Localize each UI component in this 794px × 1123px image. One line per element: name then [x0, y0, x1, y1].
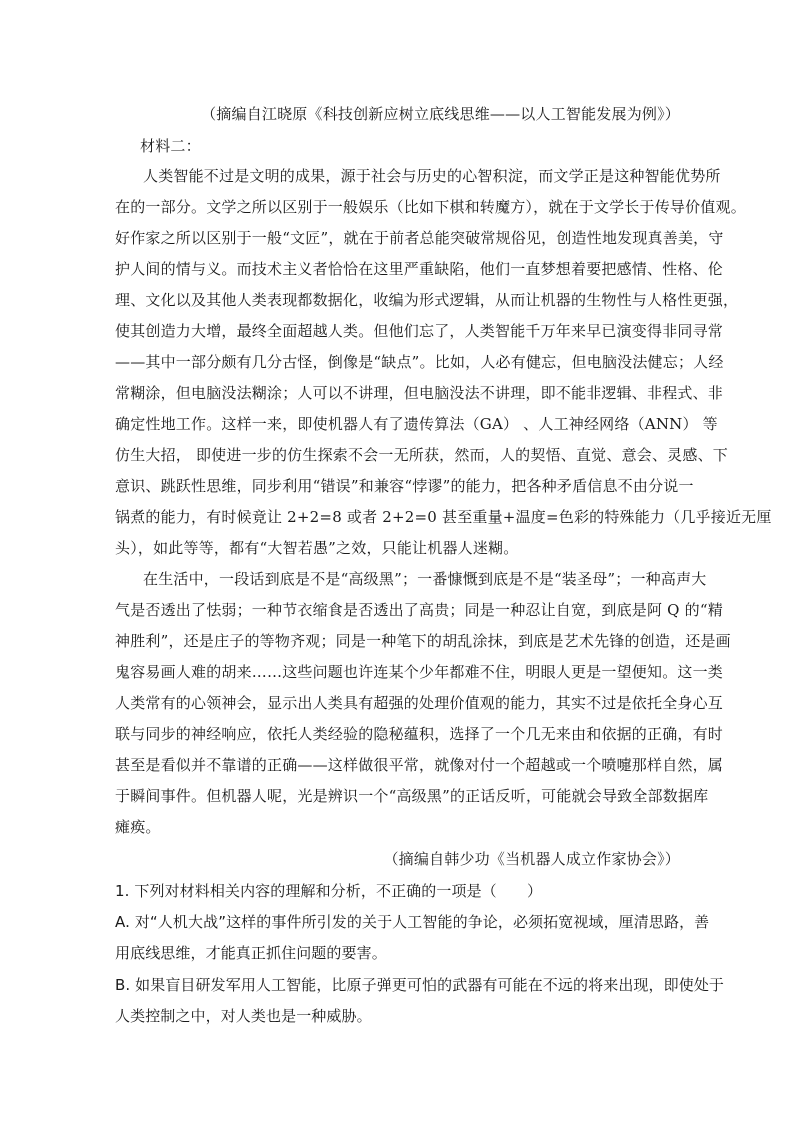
paragraph-1-line: 仿生大招， 即使进一步的仿生探索不会一无所获，然而，人的契悟、直觉、意会、灵感、下	[115, 446, 728, 464]
paragraph-2-line: 瘫痪。	[115, 818, 161, 836]
paragraph-1-line: 好作家之所以区别于一般“文匠”，就在于前者总能突破常规俗见，创造性地发现真善美，守	[115, 229, 724, 247]
option-a-line: 用底线思维，才能真正抓住问题的要害。	[115, 944, 387, 962]
paragraph-1-line: 确定性地工作。这样一来，即使机器人有了遗传算法（GA） 、人工神经网络（ANN） 等	[115, 415, 718, 433]
paragraph-2-line: 神胜利”，还是庄子的等物齐观；同是一种笔下的胡乱涂抹，到底是艺术先锋的创造，还是画	[115, 632, 731, 650]
paragraph-1-line: 理、文化以及其他人类表现都数据化，收编为形式逻辑，从而让机器的生物性与人格性更强，	[115, 291, 739, 309]
paragraph-2-line: 联与同步的神经响应，依托人类经验的隐秘蕴积，选择了一个几无来由和依据的正确，有时	[115, 725, 724, 743]
paragraph-2-line: 人类常有的心领神会，显示出人类具有超强的处理价值观的能力，其实不过是依托全身心互	[115, 694, 724, 712]
paragraph-1-line: 意识、跳跃性思维，同步利用“错误”和兼容“悖谬”的能力，把各种矛盾信息不由分说一	[115, 477, 694, 495]
paragraph-1-line: 使其创造力大增，最终全面超越人类。但他们忘了，人类智能千万年来早已演变得非同寻常	[115, 322, 724, 340]
paragraph-1-line: ——其中一部分颇有几分古怪，倒像是“缺点”。比如，人必有健忘，但电脑没法健忘；人经	[115, 353, 724, 371]
paragraph-2-line: 在生活中，一段话到底是不是“高级黑”；一番慷慨到底是不是“装圣母”；一种高声大	[143, 570, 707, 588]
paragraph-1-line: 锅煮的能力，有时候竟让 2+2=8 或者 2+2=0 甚至重量+温度=色彩的特殊能力（几乎接近无厘	[115, 508, 772, 526]
option-a-line: A. 对“人机大战”这样的事件所引发的关于人工智能的争论，必须拓宽视域，厘清思路，善	[115, 913, 710, 931]
material-2-label: 材料二：	[140, 137, 201, 155]
paragraph-1-line: 头），如此等等，都有“大智若愚”之效，只能让机器人迷糊。	[115, 539, 519, 557]
paragraph-2-line: 气是否透出了怯弱；一种节衣缩食是否透出了高贵；同是一种忍让自宽，到底是阿 Q 的“精	[115, 601, 723, 619]
paragraph-1-line: 护人间的情与义。而技术主义者恰恰在这里严重缺陷，他们一直梦想着要把感情、性格、伦	[115, 260, 724, 278]
paragraph-1-line: 人类智能不过是文明的成果，源于社会与历史的心智积淀，而文学正是这种智能优势所	[143, 167, 721, 185]
question-1-stem: 1. 下列对材料相关内容的理解和分析，不正确的一项是（ ）	[115, 882, 543, 900]
paragraph-1-line: 常糊涂，但电脑没法糊涂；人可以不讲理，但电脑没法不讲理，即不能非逻辑、非程式、非	[115, 384, 724, 402]
option-b-line: 人类控制之中，对人类也是一种威胁。	[115, 1007, 372, 1025]
paragraph-2-line: 甚至是看似并不靠谱的正确——这样做很平常，就像对付一个超越或一个喷嚏那样自然，属	[115, 756, 724, 774]
source-citation-1: （摘编自江晓原《科技创新应树立底线思维——以人工智能发展为例》）	[201, 105, 680, 123]
option-b-line: B. 如果盲目研发军用人工智能，比原子弹更可怕的武器有可能在不远的将来出现，即使处于	[115, 976, 725, 994]
paragraph-2-line: 于瞬间事件。但机器人呢，光是辨识一个“高级黑”的正话反听，可能就会导致全部数据库	[115, 787, 709, 805]
paragraph-2-line: 鬼容易画人难的胡来……这些问题也许连某个少年都难不住，明眼人更是一望便知。这一类	[115, 663, 724, 681]
paragraph-1-line: 在的一部分。文学之所以区别于一般娱乐（比如下棋和转魔方），就在于文学长于传导价值观。	[115, 198, 746, 216]
source-citation-2: （摘编自韩少功《当机器人成立作家协会》）	[383, 850, 680, 868]
